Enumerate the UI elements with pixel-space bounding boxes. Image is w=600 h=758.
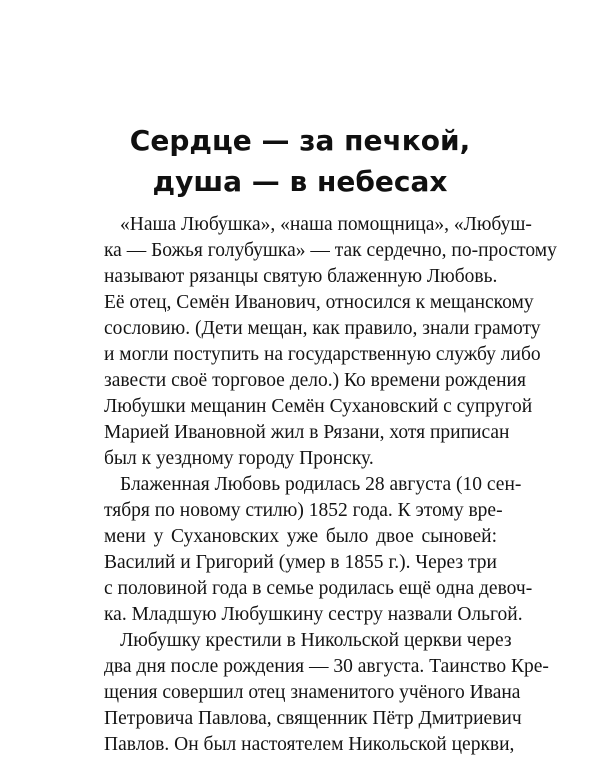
text-line: мени у Сухановских уже было двое сыновей:: [104, 526, 497, 547]
text-line: называют рязанцы святую блаженную Любовь.: [104, 266, 498, 287]
text-line: Василий и Григорий (умер в 1855 г.). Через три: [104, 552, 497, 573]
chapter-title-line-2: душа — в небесах: [152, 165, 448, 198]
text-line: ка. Младшую Любушкину сестру назвали Ольгой.: [104, 604, 523, 625]
text-line: завести своё торговое дело.) Ко времени рождения: [104, 370, 526, 391]
text-line: сословию. (Дети мещан, как правило, знали грамоту: [104, 318, 541, 339]
text-line: ка — Божья голубушка» — так сердечно, по-простому: [104, 240, 557, 261]
chapter-title-line-1: Сердце — за печкой,: [129, 124, 471, 157]
text-line: Петровича Павлова, священник Пётр Дмитриевич: [104, 708, 522, 729]
text-line: Марией Ивановной жил в Рязани, хотя приписан: [104, 422, 510, 443]
text-line: Блаженная Любовь родилась 28 августа (10 сен-: [120, 474, 522, 495]
chapter-title: [80, 120, 520, 202]
text-line: щения совершил отец знаменитого учёного Ивана: [104, 682, 521, 703]
text-line: Любушки мещанин Семён Сухановский с супругой: [104, 396, 533, 417]
text-line: тября по новому стилю) 1852 года. К этому вре-: [104, 500, 503, 521]
text-line: Её отец, Семён Иванович, относился к мещанскому: [104, 292, 534, 313]
text-line: «Наша Любушка», «наша помощница», «Любуш-: [120, 214, 532, 235]
text-line: два дня после рождения — 30 августа. Таинство Кре-: [104, 656, 549, 677]
text-line: Любушку крестили в Никольской церкви через: [120, 630, 512, 651]
text-line: и могли поступить на государственную службу либо: [104, 344, 541, 365]
text-line: был к уездному городу Пронску.: [104, 448, 374, 469]
text-line: с половиной года в семье родилась ещё одна девоч-: [104, 578, 533, 599]
body-text: [104, 212, 557, 758]
text-line: Павлов. Он был настоятелем Никольской церкви,: [104, 734, 515, 755]
